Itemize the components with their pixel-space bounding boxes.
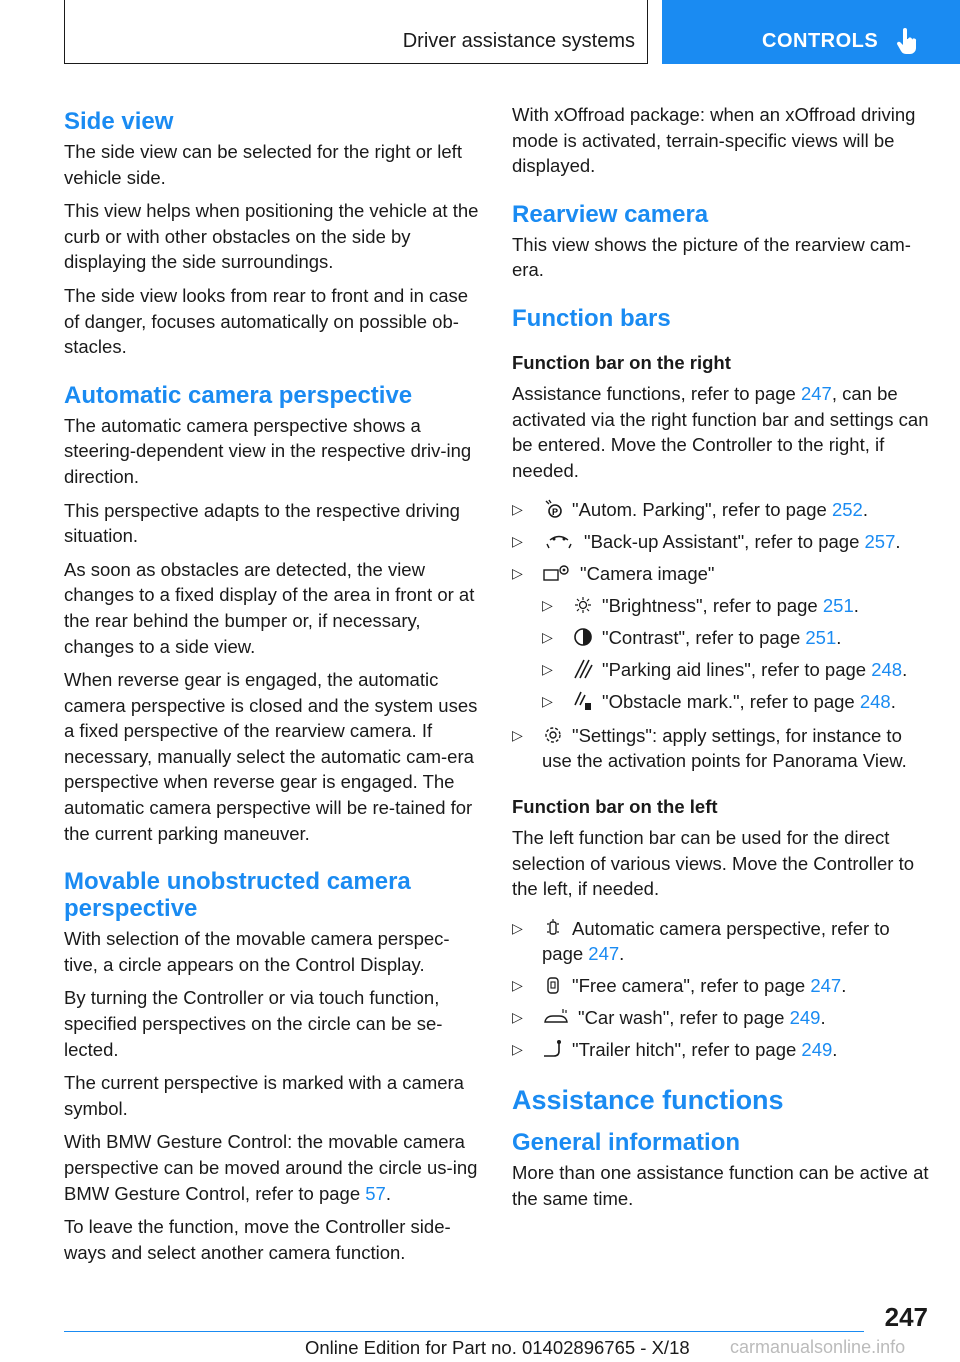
page-link[interactable]: 249 <box>789 1007 821 1029</box>
function-bar-right-list <box>512 497 932 774</box>
paragraph-text: . <box>385 1182 391 1204</box>
list-item <box>542 689 932 715</box>
bullet-icon: ▷ <box>542 629 553 646</box>
paragraph: With selection of the movable camera perspec‐tive, a circle appears on the Control Display. <box>64 928 450 975</box>
paragraph: The side view can be selected for the right or left vehicle side. <box>64 141 462 188</box>
period: . <box>820 1007 826 1029</box>
pointing-hand-icon <box>892 26 922 56</box>
parking-icon <box>542 499 564 519</box>
header-section-box <box>64 0 648 64</box>
period: . <box>853 595 859 617</box>
settings-icon <box>542 725 564 745</box>
contrast-icon <box>572 627 594 647</box>
auto-perspective-icon <box>542 918 564 938</box>
paragraph: The current perspective is marked with a camera symbol. <box>64 1072 464 1119</box>
item-text: "Camera image" <box>580 563 715 585</box>
list-item <box>512 497 932 523</box>
paragraph: With xOffroad package: when an xOffroad driving mode is activated, terrain-specific views will be displayed. <box>512 104 916 177</box>
paragraph-text: With BMW Gesture Control: the movable camera perspective can be moved around the circle us‐ing BMW Gesture Control, refer to page <box>64 1131 478 1204</box>
page-link[interactable]: 251 <box>805 627 837 649</box>
paragraph: As soon as obstacles are detected, the view changes to a fixed display of the area in front or at the rear behind the bumper or, if necessary, changes to a side view. <box>64 558 475 657</box>
bullet-icon: ▷ <box>512 501 523 518</box>
item-text: Automatic camera perspective, refer to page <box>542 917 890 965</box>
item-text: "Car wash", refer to page <box>578 1007 790 1029</box>
bullet-icon: ▷ <box>542 661 553 678</box>
item-text: "Back-up Assistant", refer to page <box>584 531 865 553</box>
paragraph: This perspective adapts to the respective driving situation. <box>64 499 460 547</box>
item-text: "Parking aid lines", refer to page <box>602 659 872 681</box>
item-text: "Free camera", refer to page <box>572 975 811 997</box>
bullet-icon: ▷ <box>512 565 523 582</box>
bullet-icon: ▷ <box>512 533 523 550</box>
watermark: carmanualsonline.info <box>730 1337 906 1357</box>
obstacle-mark-icon <box>572 691 594 711</box>
bullet-icon: ▷ <box>512 1041 523 1058</box>
list-item <box>512 973 932 999</box>
function-bar-left-list <box>512 916 932 1063</box>
parking-lines-icon <box>572 659 594 679</box>
page-link[interactable]: 247 <box>588 943 620 965</box>
list-item <box>512 561 932 715</box>
heading-assistance-functions: Assistance functions <box>512 1084 784 1115</box>
list-item <box>542 593 932 619</box>
list-item <box>512 1005 932 1031</box>
footer-edition: Online Edition for Part no. 01402896765 - X/18 <box>305 1337 690 1358</box>
heading-function-bars: Function bars <box>512 304 671 332</box>
period: . <box>902 659 908 681</box>
page-link[interactable]: 248 <box>871 659 903 681</box>
heading-function-bar-left: Function bar on the left <box>512 796 718 818</box>
heading-movable-camera-perspective: Movable unobstructed camera perspective <box>64 868 411 923</box>
right-column <box>512 102 932 1219</box>
footer-divider <box>64 1331 864 1332</box>
list-item <box>512 1037 932 1063</box>
heading-rearview-camera: Rearview camera <box>512 200 709 228</box>
item-text: "Autom. Parking", refer to page <box>572 499 832 521</box>
svg-text:P: P <box>552 507 559 518</box>
bullet-icon: ▷ <box>512 1009 523 1026</box>
bullet-icon: ▷ <box>512 726 523 743</box>
paragraph: When reverse gear is engaged, the automatic camera perspective is closed and the system uses a fixed perspective of the rearview camera. If necessary, manually select the automatic cam‐era perspective when reverse gear is engaged. The automatic camera perspective will be re‐tained for the current parking maneuver. <box>64 669 478 844</box>
paragraph: More than one assistance function can be active at the same time. <box>512 1161 929 1209</box>
list-item <box>542 657 932 683</box>
brightness-icon <box>572 595 594 615</box>
list-item <box>512 916 932 967</box>
free-camera-icon <box>542 975 564 995</box>
period: . <box>832 1039 838 1061</box>
camera-image-icon <box>542 563 572 583</box>
period: . <box>890 691 896 713</box>
paragraph-text: , can be activated via the right function bar and settings can be entered. Move the Controller to the right, if needed. <box>512 382 929 481</box>
page-link[interactable]: 248 <box>859 691 891 713</box>
item-text: "Trailer hitch", refer to page <box>572 1039 802 1061</box>
list-item <box>542 625 932 651</box>
page-link[interactable]: 249 <box>801 1039 833 1061</box>
period: . <box>619 943 625 965</box>
page-link[interactable]: 247 <box>810 975 842 997</box>
header-section-title: Driver assistance systems <box>402 30 635 52</box>
bullet-icon: ▷ <box>512 919 523 936</box>
header-chapter-tab[interactable] <box>662 0 960 64</box>
page-link[interactable]: 251 <box>822 595 854 617</box>
page-link[interactable]: 257 <box>864 531 896 553</box>
heading-general-information: General information <box>512 1128 741 1156</box>
paragraph: The side view looks from rear to front and in case of danger, focuses automatically on possible ob‐stacles. <box>64 284 469 358</box>
paragraph-text: Assistance functions, refer to page <box>512 382 801 404</box>
car-wash-icon <box>542 1007 570 1027</box>
list-item <box>512 529 932 555</box>
item-text: "Obstacle mark.", refer to page <box>602 691 860 713</box>
trailer-hitch-icon <box>542 1039 564 1059</box>
paragraph <box>64 1129 482 1206</box>
item-text: "Contrast", refer to page <box>602 627 806 649</box>
paragraph: To leave the function, move the Controller side‐ways and select another camera function. <box>64 1216 451 1263</box>
camera-image-sublist <box>542 593 932 715</box>
paragraph <box>512 381 932 483</box>
period: . <box>862 499 868 521</box>
paragraph: This view helps when positioning the vehicle at the curb or with other obstacles on the side by displaying the side surroundings. <box>64 200 479 273</box>
page-link[interactable]: 252 <box>831 499 863 521</box>
page-link[interactable]: 57 <box>365 1182 386 1204</box>
paragraph: By turning the Controller or via touch function, specified perspectives on the circle can be se‐lected. <box>64 987 443 1060</box>
item-text: "Brightness", refer to page <box>602 595 823 617</box>
page-number: 247 <box>884 1302 928 1332</box>
bullet-icon: ▷ <box>542 597 553 614</box>
header-chapter-label: CONTROLS <box>762 30 879 52</box>
left-column <box>64 102 482 1273</box>
heading-side-view: Side view <box>64 108 174 135</box>
paragraph: This view shows the picture of the rearview cam‐era. <box>512 233 911 281</box>
list-item <box>512 723 932 774</box>
paragraph: The left function bar can be used for the direct selection of various views. Move the Controller to the left, if needed. <box>512 827 915 900</box>
heading-automatic-camera-perspective: Automatic camera perspective <box>64 381 413 409</box>
paragraph: The automatic camera perspective shows a steering-dependent view in the respective driv‐ing direction. <box>64 414 472 487</box>
period: . <box>895 531 901 553</box>
item-text: "Settings": apply settings, for instance to use the activation points for Panorama View. <box>542 724 907 772</box>
page-link[interactable]: 247 <box>800 382 832 404</box>
period: . <box>841 975 847 997</box>
heading-function-bar-right: Function bar on the right <box>512 351 731 373</box>
bullet-icon: ▷ <box>512 977 523 994</box>
backup-assistant-icon <box>542 531 576 551</box>
period: . <box>836 627 842 649</box>
bullet-icon: ▷ <box>542 693 553 710</box>
